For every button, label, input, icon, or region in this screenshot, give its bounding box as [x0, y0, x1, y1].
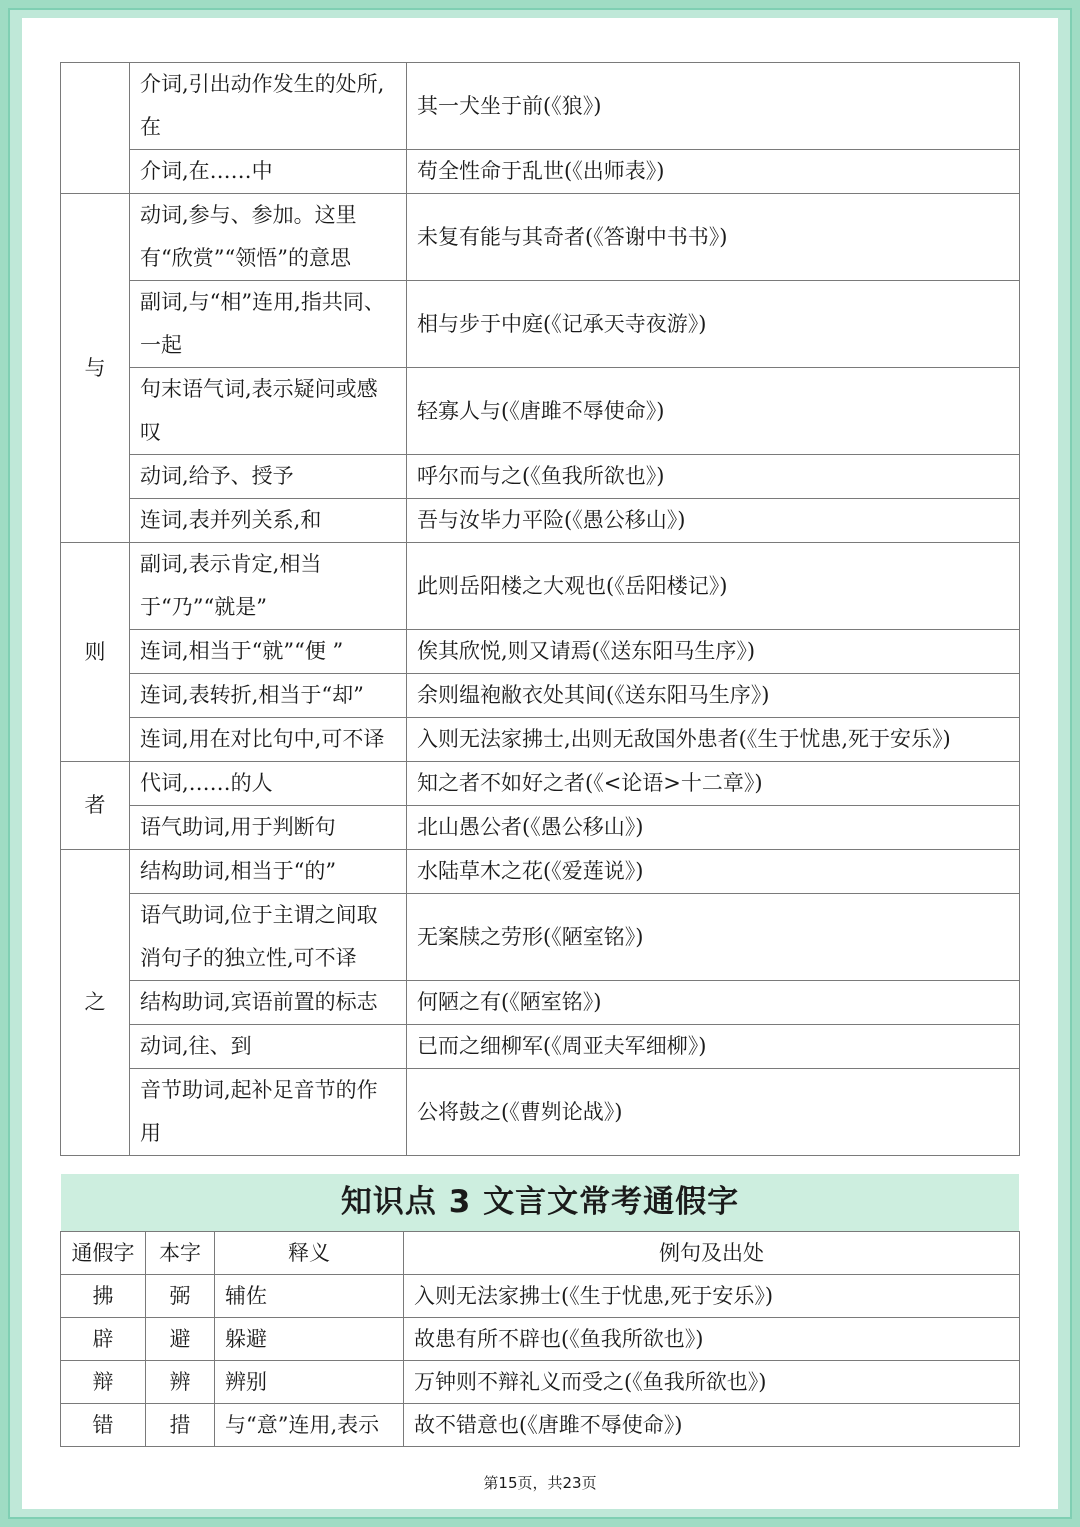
usage-cell: 连词,表转折,相当于“却”	[130, 674, 407, 718]
table-row	[61, 63, 1020, 150]
function-word-cell: 则	[61, 543, 130, 762]
example-cell: 故不错意也(《唐雎不辱使命》)	[404, 1404, 1020, 1447]
table-row	[61, 1275, 1020, 1318]
example-cell: 相与步于中庭(《记承天寺夜游》)	[407, 281, 1020, 368]
header-tongjia: 通假字	[61, 1232, 146, 1275]
example-cell: 余则缊袍敝衣处其间(《送东阳马生序》)	[407, 674, 1020, 718]
usage-cell: 动词,往、到	[130, 1025, 407, 1069]
table-row	[61, 1069, 1020, 1156]
usage-cell: 音节助词,起补足音节的作用	[130, 1069, 407, 1156]
usage-cell: 结构助词,宾语前置的标志	[130, 981, 407, 1025]
table-row	[61, 674, 1020, 718]
function-word-cell: 者	[61, 762, 130, 850]
example-cell: 此则岳阳楼之大观也(《岳阳楼记》)	[407, 543, 1020, 630]
table-row	[61, 630, 1020, 674]
usage-cell: 结构助词,相当于“的”	[130, 850, 407, 894]
example-cell: 俟其欣悦,则又请焉(《送东阳马生序》)	[407, 630, 1020, 674]
usage-cell: 代词,……的人	[130, 762, 407, 806]
example-cell: 水陆草木之花(《爱莲说》)	[407, 850, 1020, 894]
page-number: 第15页，共23页	[483, 1474, 597, 1492]
table-row	[61, 281, 1020, 368]
table-row	[61, 543, 1020, 630]
meaning-cell: 躲避	[215, 1318, 404, 1361]
benzi-cell: 辨	[146, 1361, 215, 1404]
table-row	[61, 981, 1020, 1025]
table-row	[61, 499, 1020, 543]
table-row	[61, 806, 1020, 850]
usage-cell: 动词,参与、参加。这里有“欣赏”“领悟”的意思	[130, 194, 407, 281]
header-benzi: 本字	[146, 1232, 215, 1275]
usage-cell: 句末语气词,表示疑问或感叹	[130, 368, 407, 455]
example-cell: 入则无法家拂士(《生于忧患,死于安乐》)	[404, 1275, 1020, 1318]
function-word-cell	[61, 63, 130, 194]
table-row	[61, 150, 1020, 194]
table-row	[61, 762, 1020, 806]
example-cell: 呼尔而与之(《鱼我所欲也》)	[407, 455, 1020, 499]
example-cell: 无案牍之劳形(《陋室铭》)	[407, 894, 1020, 981]
function-words-table	[60, 62, 1020, 1156]
table-row	[61, 1361, 1020, 1404]
example-cell: 入则无法家拂士,出则无敌国外患者(《生于忧患,死于安乐》)	[407, 718, 1020, 762]
tongjia-cell: 辩	[61, 1361, 146, 1404]
example-cell: 北山愚公者(《愚公移山》)	[407, 806, 1020, 850]
table-row	[61, 1404, 1020, 1447]
tongjia-cell: 拂	[61, 1275, 146, 1318]
usage-cell: 连词,表并列关系,和	[130, 499, 407, 543]
benzi-cell: 避	[146, 1318, 215, 1361]
section-title: 知识点 3 文言文常考通假字	[61, 1174, 1019, 1231]
usage-cell: 副词,与“相”连用,指共同、一起	[130, 281, 407, 368]
example-cell: 苟全性命于乱世(《出师表》)	[407, 150, 1020, 194]
tongjia-table	[60, 1231, 1020, 1447]
example-cell: 万钟则不辩礼义而受之(《鱼我所欲也》)	[404, 1361, 1020, 1404]
table-row	[61, 455, 1020, 499]
usage-cell: 副词,表示肯定,相当于“乃”“就是”	[130, 543, 407, 630]
table-row	[61, 1025, 1020, 1069]
tongjia-cell: 错	[61, 1404, 146, 1447]
meaning-cell: 与“意”连用,表示	[215, 1404, 404, 1447]
table-header-row	[61, 1232, 1020, 1275]
usage-cell: 介词,引出动作发生的处所,在	[130, 63, 407, 150]
function-word-cell: 与	[61, 194, 130, 543]
example-cell: 公将鼓之(《曹刿论战》)	[407, 1069, 1020, 1156]
table-row	[61, 894, 1020, 981]
header-example: 例句及出处	[404, 1232, 1020, 1275]
example-cell: 何陋之有(《陋室铭》)	[407, 981, 1020, 1025]
meaning-cell: 辨别	[215, 1361, 404, 1404]
example-cell: 故患有所不辟也(《鱼我所欲也》)	[404, 1318, 1020, 1361]
table-row	[61, 718, 1020, 762]
example-cell: 吾与汝毕力平险(《愚公移山》)	[407, 499, 1020, 543]
meaning-cell: 辅佐	[215, 1275, 404, 1318]
usage-cell: 语气助词,位于主谓之间取消句子的独立性,可不译	[130, 894, 407, 981]
usage-cell: 动词,给予、授予	[130, 455, 407, 499]
example-cell: 其一犬坐于前(《狼》)	[407, 63, 1020, 150]
table-row	[61, 368, 1020, 455]
table-row	[61, 194, 1020, 281]
header-meaning: 释义	[215, 1232, 404, 1275]
table-row	[61, 850, 1020, 894]
example-cell: 未复有能与其奇者(《答谢中书书》)	[407, 194, 1020, 281]
benzi-cell: 措	[146, 1404, 215, 1447]
benzi-cell: 弼	[146, 1275, 215, 1318]
example-cell: 轻寡人与(《唐雎不辱使命》)	[407, 368, 1020, 455]
example-cell: 已而之细柳军(《周亚夫军细柳》)	[407, 1025, 1020, 1069]
tongjia-cell: 辟	[61, 1318, 146, 1361]
usage-cell: 语气助词,用于判断句	[130, 806, 407, 850]
usage-cell: 连词,用在对比句中,可不译	[130, 718, 407, 762]
example-cell: 知之者不如好之者(《<论语>十二章》)	[407, 762, 1020, 806]
table-row	[61, 1318, 1020, 1361]
usage-cell: 介词,在……中	[130, 150, 407, 194]
usage-cell: 连词,相当于“就”“便 ”	[130, 630, 407, 674]
function-word-cell: 之	[61, 850, 130, 1156]
